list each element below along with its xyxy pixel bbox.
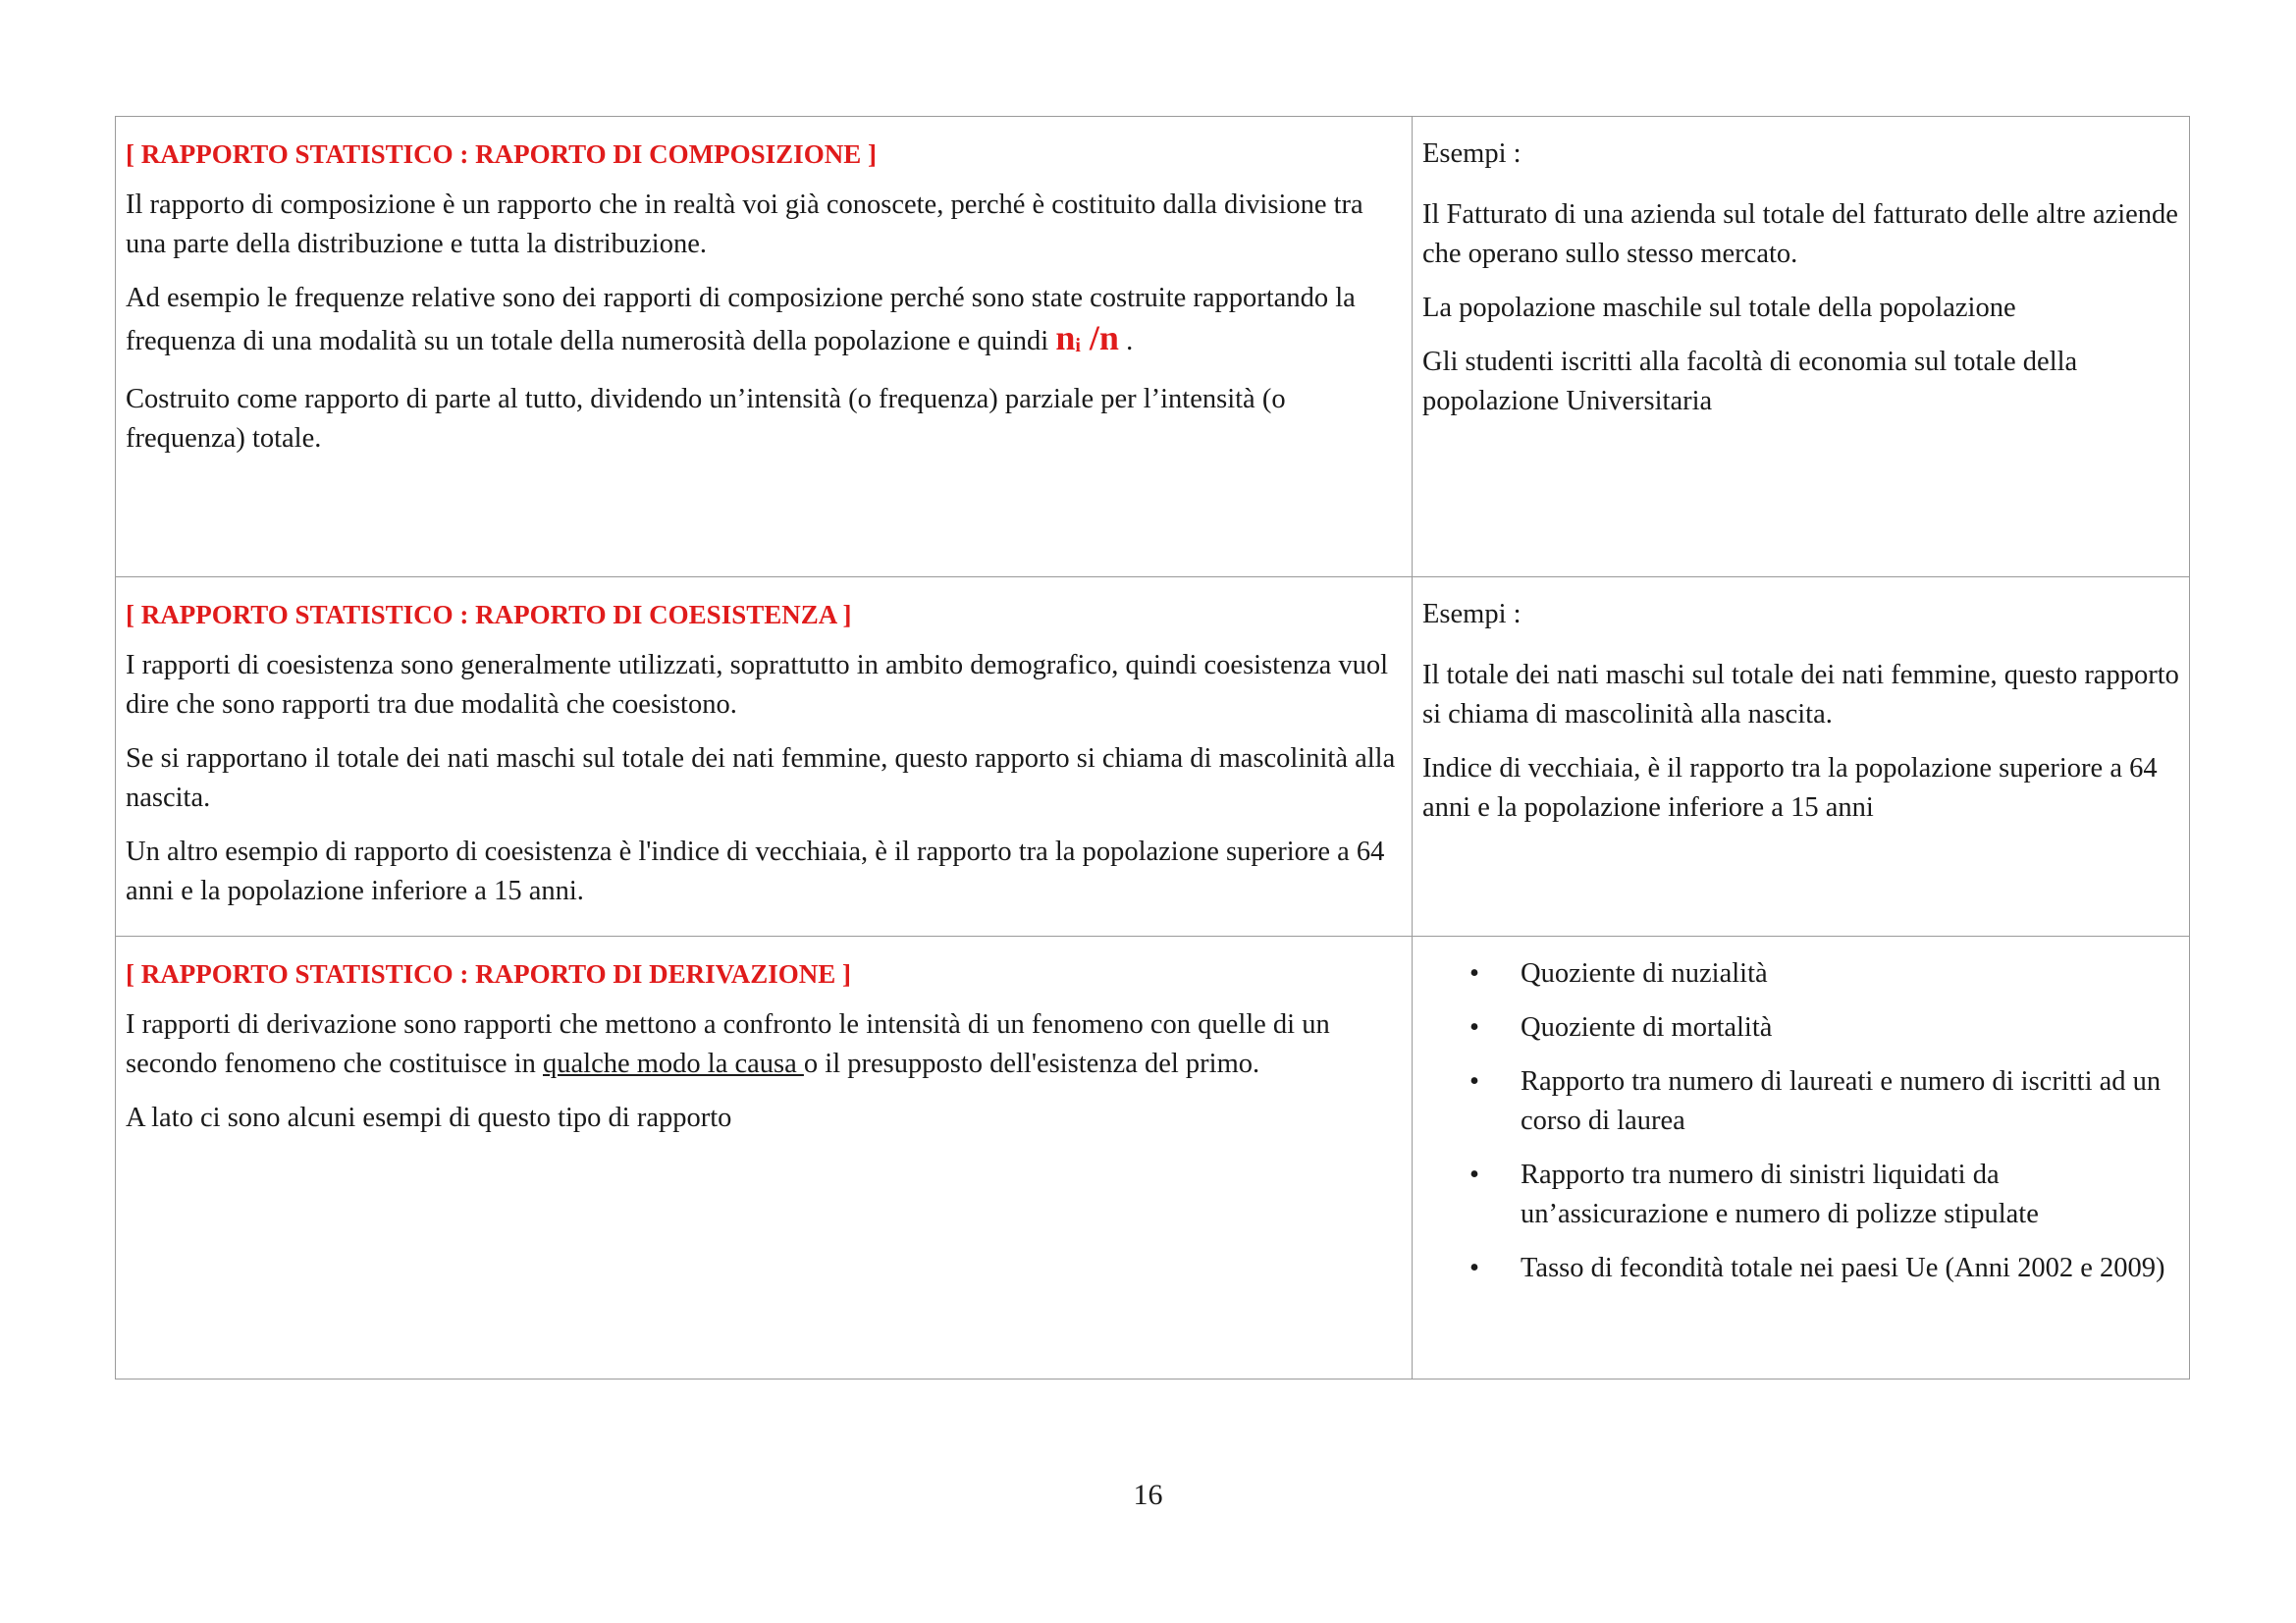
formula-n: n <box>1055 318 1076 357</box>
list-item: • Tasso di fecondità totale nei paesi Ue (Anni 2002 e 2009) <box>1521 1249 2179 1288</box>
page-number: 16 <box>1133 1479 1163 1511</box>
coesistenza-examples-label: Esempi : <box>1422 599 1522 629</box>
list-item: • Rapporto tra numero di laureati e numero di iscritti ad un corso di laurea <box>1521 1062 2179 1141</box>
list-item: • Rapporto tra numero di sinistri liquidati da un’assicurazione e numero di polizze stipulate <box>1521 1156 2179 1234</box>
composizione-paragraph-2-text: Ad esempio le frequenze relative sono dei rapporti di composizione perché sono state costruite rapportando la frequenza di una modalità su un totale della numerosità della popolazione e quindi <box>126 283 1356 356</box>
list-item: • Quoziente di mortalità <box>1521 1008 2179 1048</box>
composizione-description-cell <box>116 117 1413 577</box>
table-row-derivazione <box>116 937 2190 1380</box>
derivazione-paragraph-1-start: I rapporti di derivazione sono rapporti che mettono a confronto le intensità di un fenomeno con quelle di un secondo fenomeno che costituisce in <box>126 1009 1330 1079</box>
coesistenza-examples-cell <box>1413 577 2190 937</box>
content-table <box>115 116 2190 1380</box>
derivazione-paragraph-1 <box>126 1005 1402 1084</box>
formula-subscript: i <box>1075 335 1081 356</box>
derivazione-description-cell <box>116 937 1413 1380</box>
coesistenza-example: Indice di vecchiaia, è il rapporto tra la popolazione superiore a 64 anni e la popolazione inferiore a 15 anni <box>1422 753 2158 823</box>
derivazione-bullet-list <box>1422 954 2179 1288</box>
composizione-example: Il Fatturato di una azienda sul totale del fatturato delle altre aziende che operano sullo stesso mercato. <box>1422 199 2178 269</box>
derivazione-underlined-phrase: qualche modo la causa <box>543 1049 804 1079</box>
composizione-examples-label: Esempi : <box>1422 138 1522 169</box>
composizione-heading: [ RAPPORTO STATISTICO : RAPORTO DI COMPOSIZIONE ] <box>126 139 877 169</box>
list-item: • Quoziente di nuzialità <box>1521 954 2179 994</box>
derivazione-paragraph-2: A lato ci sono alcuni esempi di questo tipo di rapporto <box>126 1103 732 1133</box>
table-row-composizione <box>116 117 2190 577</box>
derivazione-paragraph-1-end: o il presupposto dell'esistenza del primo. <box>803 1049 1260 1079</box>
coesistenza-heading: [ RAPPORTO STATISTICO : RAPORTO DI COESISTENZA ] <box>126 600 852 629</box>
composizione-example: Gli studenti iscritti alla facoltà di economia sul totale della popolazione Universitaria <box>1422 347 2078 416</box>
relative-frequency-formula <box>1055 318 1119 357</box>
coesistenza-paragraph: I rapporti di coesistenza sono generalmente utilizzati, soprattutto in ambito demografico, quindi coesistenza vuol dire che sono rapporti tra due modalità che coesistono. <box>126 650 1389 720</box>
coesistenza-example: Il totale dei nati maschi sul totale dei nati femmine, questo rapporto si chiama di mascolinità alla nascita. <box>1422 660 2179 730</box>
derivazione-heading: [ RAPPORTO STATISTICO : RAPORTO DI DERIVAZIONE ] <box>126 959 851 989</box>
composizione-paragraph-2-end: . <box>1126 326 1134 356</box>
formula-denominator: /n <box>1080 318 1119 357</box>
coesistenza-paragraph: Un altro esempio di rapporto di coesistenza è l'indice di vecchiaia, è il rapporto tra la popolazione superiore a 64 anni e la popolazione inferiore a 15 anni. <box>126 837 1385 906</box>
composizione-examples-cell <box>1413 117 2190 577</box>
derivazione-examples-cell <box>1413 937 2190 1380</box>
coesistenza-paragraph: Se si rapportano il totale dei nati maschi sul totale dei nati femmine, questo rapporto si chiama di mascolinità alla nascita. <box>126 743 1396 813</box>
composizione-paragraph-1: Il rapporto di composizione è un rapporto che in realtà voi già conoscete, perché è costituito dalla divisione tra una parte della distribuzione e tutta la distribuzione. <box>126 189 1363 259</box>
composizione-example: La popolazione maschile sul totale della popolazione <box>1422 293 2016 323</box>
coesistenza-description-cell <box>116 577 1413 937</box>
table-row-coesistenza <box>116 577 2190 937</box>
composizione-paragraph-3: Costruito come rapporto di parte al tutto, dividendo un’intensità (o frequenza) parziale per l’intensità (o frequenza) totale. <box>126 384 1286 454</box>
composizione-paragraph-2 <box>126 279 1402 365</box>
